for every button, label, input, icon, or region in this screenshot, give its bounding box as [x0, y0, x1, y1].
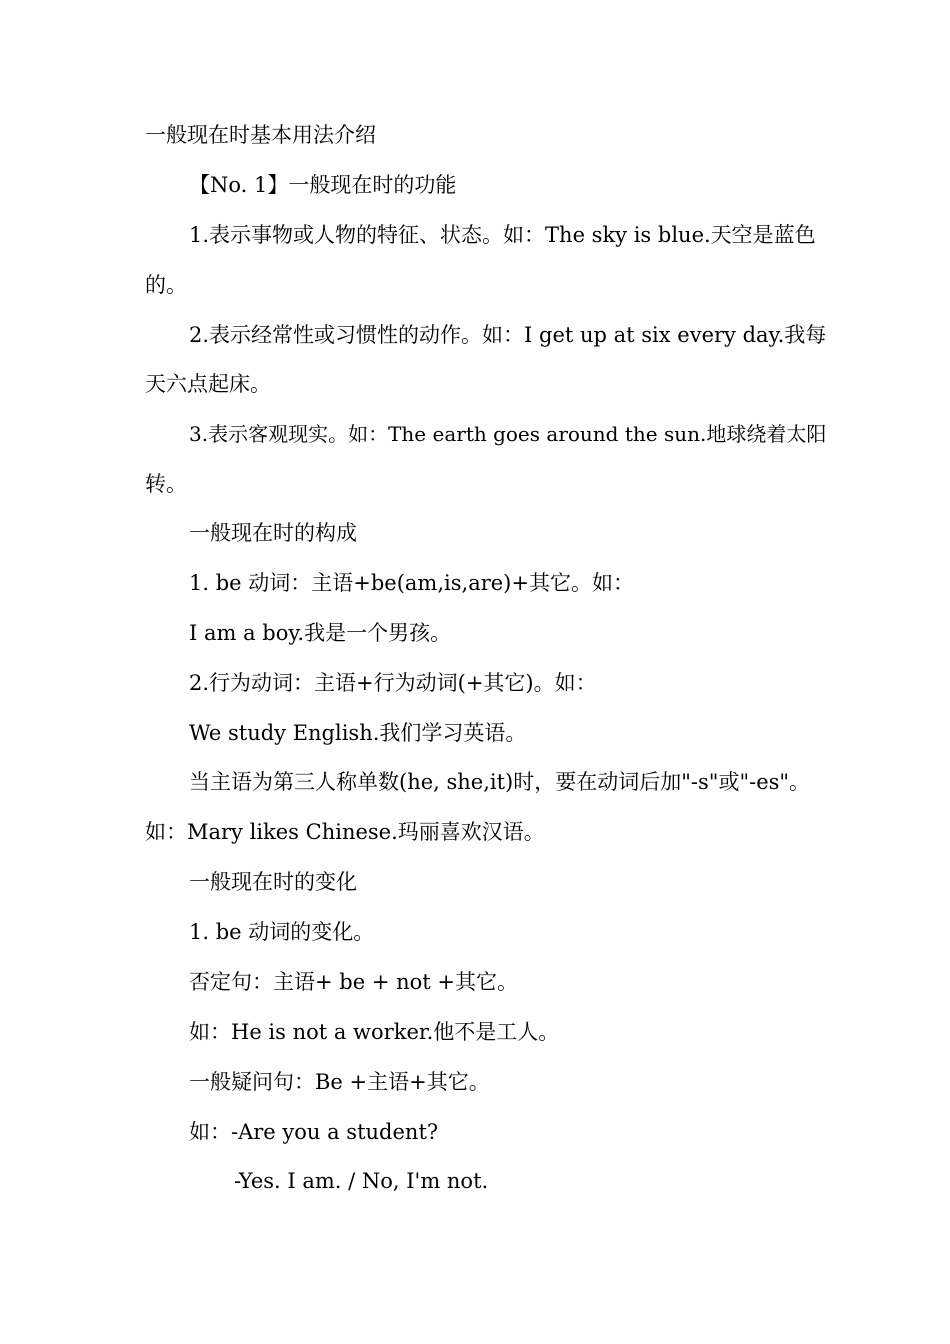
paragraph-line: 1.表示事物或人物的特征、状态。如：The sky is blue.天空是蓝色 — [189, 223, 816, 247]
paragraph-line: 转。 — [145, 472, 187, 496]
example-line: I am a boy.我是一个男孩。 — [189, 621, 452, 645]
example-line: We study English.我们学习英语。 — [189, 721, 527, 745]
paragraph-line: 1. be 动词：主语+be(am,is,are)+其它。如： — [189, 571, 634, 595]
paragraph-line: 否定句：主语+ be + not +其它。 — [189, 970, 518, 994]
example-line: 如：He is not a worker.他不是工人。 — [189, 1020, 560, 1044]
paragraph-line: 2.表示经常性或习惯性的动作。如：I get up at six every day.我每 — [189, 323, 827, 347]
example-line: 如：-Are you a student? — [189, 1120, 439, 1144]
paragraph-line: 天六点起床。 — [145, 372, 271, 396]
example-line: 如：Mary likes Chinese.玛丽喜欢汉语。 — [145, 820, 545, 844]
section-heading-changes: 一般现在时的变化 — [189, 870, 357, 894]
paragraph-line: 2.行为动词：主语+行为动词(+其它)。如： — [189, 671, 597, 695]
document-title: 一般现在时基本用法介绍 — [145, 123, 376, 147]
paragraph-line: 的。 — [145, 273, 187, 297]
paragraph-line: 当主语为第三人称单数(he, she,it)时，要在动词后加"-s"或"-es"。 — [189, 770, 811, 794]
section-heading-structure: 一般现在时的构成 — [189, 521, 357, 545]
paragraph-line: 3.表示客观现实。如：The earth goes around the sun.地球绕着太阳 — [189, 422, 827, 446]
section-heading-functions: 【No. 1】一般现在时的功能 — [189, 173, 457, 197]
paragraph-line: 一般疑问句：Be +主语+其它。 — [189, 1070, 490, 1094]
example-line: -Yes. I am. / No, I'm not. — [234, 1169, 489, 1193]
paragraph-line: 1. be 动词的变化。 — [189, 920, 375, 944]
